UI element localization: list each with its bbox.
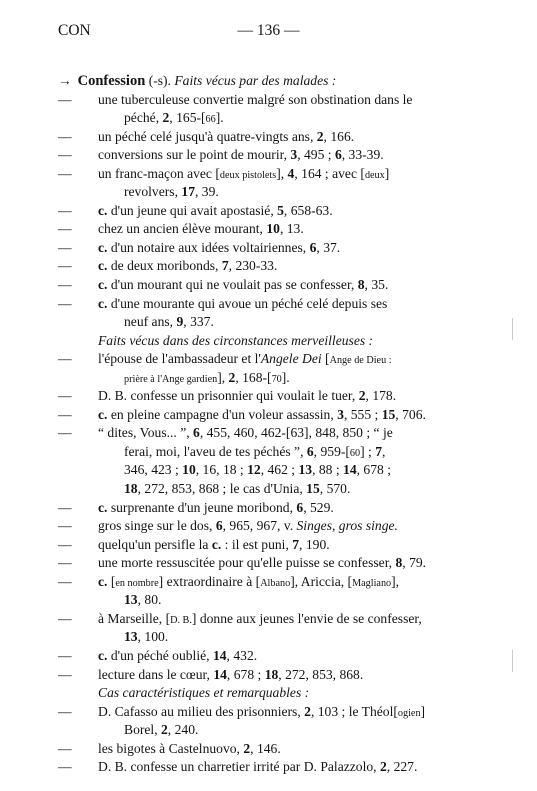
entry-text: D. B. confesse un prisonnier qui voulait le tuer, — [98, 388, 359, 404]
entry-text: Borel, — [124, 722, 161, 738]
index-entry — [58, 350, 502, 369]
entry-continuation — [58, 480, 502, 499]
heading-line — [58, 72, 502, 91]
section-subheading — [58, 684, 502, 703]
entry-dash: — — [58, 91, 72, 107]
index-entry — [58, 128, 502, 147]
entry-continuation — [58, 721, 502, 740]
volume-ref: 7 — [375, 443, 383, 459]
volume-ref: 2 — [316, 128, 324, 144]
entry-text: une tuberculeuse convertie malgré son obstination dans le — [98, 91, 413, 107]
entry-text: les bigotes à Castelnuovo, — [98, 740, 244, 756]
entry-text: péché, — [124, 110, 163, 126]
volume-ref: 17 — [181, 184, 195, 200]
volume-ref: 12 — [247, 462, 261, 478]
entry-text: , 165-[ — [169, 110, 206, 126]
volume-ref: 13 — [124, 592, 138, 608]
entry-dash: — — [58, 388, 72, 404]
entry-text: Faits vécus dans des circonstances merveilleuses : — [98, 332, 374, 348]
volume-ref: 10 — [266, 221, 280, 237]
entry-dash: — — [58, 277, 72, 293]
entry-text: Singes, gros singe. — [296, 518, 398, 534]
entry-dash: — — [58, 258, 72, 274]
entry-text: 70 — [271, 373, 282, 385]
volume-ref: c. — [98, 258, 108, 274]
index-entry — [58, 202, 502, 221]
entry-text: l'épouse de l'ambassadeur et l' — [98, 351, 261, 367]
volume-ref: 3 — [290, 147, 298, 163]
volume-ref: 6 — [193, 425, 200, 441]
entry-text: d'un péché oublié, — [107, 647, 213, 663]
running-head: CON — [58, 22, 91, 39]
volume-ref: 14 — [212, 647, 227, 663]
entry-text: Ange de Dieu : — [329, 355, 392, 367]
entry-text: [ — [321, 351, 330, 367]
volume-ref: c. — [211, 536, 222, 552]
entry-dash: — — [58, 555, 72, 571]
index-entry — [58, 165, 502, 184]
entry-continuation — [58, 313, 502, 332]
index-entry — [58, 517, 502, 536]
entry-text: , 100. — [137, 629, 169, 645]
volume-ref: 2 — [162, 110, 170, 126]
index-entry — [58, 295, 502, 314]
entry-dash: — — [58, 128, 72, 144]
margin-mark — [512, 650, 513, 672]
entry-text: , 959-[ — [313, 443, 350, 459]
volume-ref: 6 — [215, 518, 223, 534]
page-number: — 136 — — [237, 22, 300, 39]
volume-ref: 14 — [343, 462, 357, 478]
entry-text: ]. — [281, 369, 290, 385]
index-entry — [58, 740, 502, 759]
volume-ref: 4 — [287, 165, 295, 181]
entry-text: lecture dans le cœur, — [98, 666, 214, 682]
index-entry — [58, 91, 502, 110]
index-entry — [58, 758, 502, 777]
entry-text: , 103 ; le Théol[ — [310, 703, 398, 719]
entry-dash: — — [58, 147, 72, 163]
index-entry — [58, 499, 502, 518]
entry-text: , 706. — [395, 406, 426, 422]
volume-ref: c. — [98, 406, 108, 422]
entry-text: , 240. — [167, 722, 199, 738]
entry-text: , 164 ; avec [ — [294, 165, 365, 181]
volume-ref: 18 — [264, 666, 279, 682]
index-entry — [58, 387, 502, 406]
entry-text: , 190. — [299, 536, 330, 552]
volume-ref: 8 — [395, 555, 403, 571]
entry-text: , 88 ; — [312, 462, 344, 478]
entry-text: , 80. — [137, 592, 162, 608]
arrow-icon: → — [58, 73, 72, 88]
entry-text: , 146. — [250, 740, 281, 756]
entry-text: surprenante d'un jeune moribond, — [107, 499, 297, 515]
index-entry — [58, 424, 502, 443]
heading-subtitle: Faits vécus par des malades : — [174, 73, 337, 88]
entry-text: ] — [420, 703, 426, 719]
entry-text: Angele Dei — [260, 351, 322, 367]
entry-text: ], — [217, 369, 229, 385]
entry-dash: — — [58, 239, 72, 255]
entry-text: , 230-33. — [228, 258, 278, 274]
entry-text: , — [382, 443, 386, 459]
entry-continuation — [58, 461, 502, 480]
volume-ref: 6 — [309, 239, 317, 255]
entry-text: d'un mourant qui ne voulait pas se confesser, — [107, 277, 358, 293]
entry-text: d'un notaire aux idées voltairiennes, — [107, 239, 310, 255]
entry-dash: — — [58, 425, 72, 441]
entry-text: chez un ancien élève mourant, — [98, 221, 267, 237]
entry-dash: — — [58, 165, 72, 181]
index-entry — [58, 573, 502, 592]
index-entry — [58, 257, 502, 276]
entry-text: un péché celé jusqu'à quatre-vingts ans, — [98, 128, 317, 144]
entry-text: ogien — [397, 707, 421, 719]
entry-text: neuf ans, — [124, 314, 177, 330]
entry-text: , 965, 967, v. — [222, 518, 297, 534]
volume-ref: 2 — [161, 722, 168, 738]
entry-continuation — [58, 591, 502, 610]
entry-text: Magliano — [352, 577, 392, 589]
heading-suffix: (-s). — [148, 73, 171, 88]
volume-ref: 2 — [228, 369, 236, 385]
entry-text: en nombre — [115, 577, 159, 589]
entry-text: , 678 ; — [226, 666, 265, 682]
entry-text: ] extraordinaire à [ — [158, 573, 261, 589]
entry-text: Cas caractéristiques et remarquables : — [98, 685, 310, 701]
section-subheading — [58, 332, 502, 351]
entry-text: , 272, 853, 868. — [278, 666, 364, 682]
entry-text: deux pistolets — [219, 169, 277, 181]
entry-text: d'une mourante qui avoue un péché celé depuis ses — [107, 295, 388, 311]
entry-text: gros singe sur le dos, — [98, 518, 216, 534]
index-entry — [58, 276, 502, 295]
entry-text: : il est puni, — [221, 536, 293, 552]
entry-text: ferai, moi, l'aveu de tes péchés ”, — [124, 443, 307, 459]
volume-ref: 5 — [277, 202, 284, 218]
entry-text: , 570. — [319, 481, 351, 497]
entry-text: D. B. confesse un charretier irrité par D. Palazzolo, — [98, 759, 380, 775]
entry-text: D. B. — [170, 614, 192, 626]
entry-text: 60 — [349, 447, 361, 459]
margin-mark — [512, 318, 513, 340]
entry-text: , 462 ; — [260, 462, 299, 478]
heading-word: Confession — [77, 73, 146, 89]
volume-ref: 6 — [334, 147, 342, 163]
index-entry — [58, 647, 502, 666]
entry-text: “ dites, Vous... ”, — [98, 425, 194, 441]
index-entry — [58, 220, 502, 239]
entry-text: , 227. — [386, 759, 418, 775]
index-entries — [58, 72, 502, 777]
entry-dash: — — [58, 295, 72, 311]
index-entry — [58, 610, 502, 629]
entry-text: ] donne aux jeunes l'envie de se confesser, — [191, 610, 422, 626]
entry-text: , 272, 853, 868 ; le cas d'Unia, — [137, 481, 307, 497]
entry-dash: — — [58, 536, 72, 552]
entry-text: , 33-39. — [341, 147, 384, 163]
volume-ref: 13 — [298, 462, 313, 478]
entry-text: ] ; — [360, 443, 376, 459]
entry-text: , 16, 18 ; — [195, 462, 248, 478]
volume-ref: c. — [98, 277, 108, 293]
entry-text: deux — [364, 169, 385, 181]
volume-ref: c. — [98, 647, 108, 663]
entry-text: Albano — [260, 577, 291, 589]
entry-text: , 39. — [194, 184, 219, 200]
index-entry — [58, 406, 502, 425]
entry-text: , 178. — [365, 388, 397, 404]
volume-ref: 15 — [306, 481, 320, 497]
entry-text: une morte ressuscitée pour qu'elle puisse se confesser, — [98, 555, 396, 571]
entry-dash: — — [58, 221, 72, 237]
index-entry — [58, 666, 502, 685]
entry-text: , 529. — [303, 499, 334, 515]
page-header — [0, 22, 537, 46]
volume-ref: 3 — [337, 406, 344, 422]
entry-dash: — — [58, 759, 72, 775]
entry-dash: — — [58, 647, 72, 663]
entry-text: ], — [276, 165, 288, 181]
entry-dash: — — [58, 610, 72, 626]
entry-text: , 13. — [279, 221, 304, 237]
entry-dash: — — [58, 703, 72, 719]
entry-text: ] — [384, 165, 390, 181]
entry-text: 346, 423 ; — [124, 462, 183, 478]
entry-dash: — — [58, 202, 72, 218]
entry-text: conversions sur le point de mourir, — [98, 147, 291, 163]
entry-dash: — — [58, 351, 72, 367]
entry-text: ]. — [215, 110, 224, 126]
entry-text: un franc-maçon avec [ — [98, 165, 220, 181]
volume-ref: 6 — [306, 443, 314, 459]
entry-text: de deux moribonds, — [107, 258, 222, 274]
volume-ref: 2 — [358, 388, 366, 404]
entry-text: , 168-[ — [235, 369, 272, 385]
volume-ref: 9 — [176, 314, 184, 330]
entry-dash: — — [58, 499, 72, 515]
volume-ref: c. — [98, 573, 108, 589]
entry-continuation — [58, 183, 502, 202]
entry-dash: — — [58, 573, 72, 589]
index-entry — [58, 146, 502, 165]
volume-ref: 13 — [124, 629, 138, 645]
entry-text: prière à l'Ange gardien — [124, 373, 218, 385]
volume-ref: c. — [98, 295, 108, 311]
index-entry — [58, 536, 502, 555]
entry-text: , 678 ; — [356, 462, 391, 478]
volume-ref: 2 — [379, 759, 387, 775]
volume-ref: c. — [98, 202, 108, 218]
entry-text: d'un jeune qui avait apostasié, — [107, 202, 278, 218]
entry-continuation — [58, 628, 502, 647]
entry-continuation — [58, 443, 502, 462]
entry-text: , 79. — [402, 555, 427, 571]
entry-text: , 35. — [364, 277, 389, 293]
entry-text: D. Cafasso au milieu des prisonniers, — [98, 703, 305, 719]
volume-ref: 14 — [213, 666, 227, 682]
entry-text: , 495 ; — [297, 147, 335, 163]
entry-text: , 337. — [183, 314, 214, 330]
entry-dash: — — [58, 406, 72, 422]
entry-text: , 432. — [226, 647, 258, 663]
entry-text: , 37. — [316, 239, 341, 255]
entry-text: [ — [107, 573, 116, 589]
volume-ref: 18 — [124, 481, 138, 497]
index-entry — [58, 239, 502, 258]
volume-ref: 15 — [381, 406, 396, 422]
entry-text: ], Ariccia, [ — [290, 573, 353, 589]
index-entry — [58, 554, 502, 573]
entry-text: à Marseille, [ — [98, 610, 171, 626]
volume-ref: c. — [98, 239, 108, 255]
volume-ref: 7 — [292, 536, 300, 552]
index-entry — [58, 703, 502, 722]
entry-text: quelqu'un persifle la — [98, 536, 212, 552]
volume-ref: 7 — [221, 258, 229, 274]
volume-ref: 8 — [357, 277, 365, 293]
entry-text: , 555 ; — [343, 406, 382, 422]
entry-dash: — — [58, 740, 72, 756]
entry-text: , 455, 460, 462-[63], 848, 850 ; “ je — [199, 425, 393, 441]
entry-dash: — — [58, 666, 72, 682]
entry-continuation — [58, 109, 502, 128]
entry-continuation — [58, 369, 502, 388]
entry-text: en pleine campagne d'un voleur assassin, — [107, 406, 338, 422]
entry-text: , 166. — [323, 128, 355, 144]
entry-dash: — — [58, 518, 72, 534]
volume-ref: 6 — [296, 499, 304, 515]
volume-ref: 2 — [304, 703, 311, 719]
entry-text: , 658-63. — [283, 202, 333, 218]
entry-text: ], — [391, 573, 400, 589]
volume-ref: c. — [98, 499, 108, 515]
volume-ref: 2 — [243, 740, 251, 756]
volume-ref: 10 — [182, 462, 196, 478]
entry-text: 66 — [205, 114, 216, 126]
entry-text: revolvers, — [124, 184, 182, 200]
